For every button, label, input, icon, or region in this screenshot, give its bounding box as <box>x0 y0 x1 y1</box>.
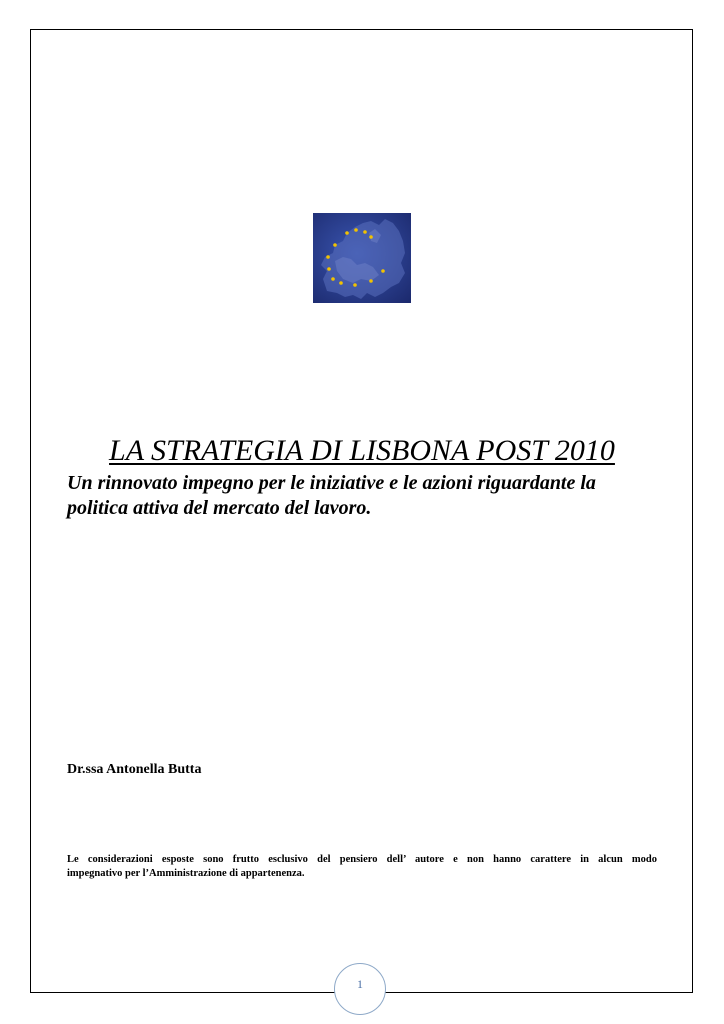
disclaimer-line-1: Le considerazioni esposte sono frutto esclusivo del pensiero dell’ autore e non hanno carattere in alcun modo <box>67 854 657 865</box>
disclaimer-line-2: impegnativo per l’Amministrazione di appartenenza. <box>67 868 305 879</box>
disclaimer <box>67 853 657 881</box>
page-number-badge <box>334 963 386 1015</box>
page-number: 1 <box>357 977 363 991</box>
eu-europe-map-icon <box>313 213 411 303</box>
author-name: Dr.ssa Antonella Butta <box>67 762 202 777</box>
document-subtitle <box>67 471 667 521</box>
document-title: LA STRATEGIA DI LISBONA POST 2010 <box>109 434 615 467</box>
subtitle-line-1: Un rinnovato impegno per le iniziative e le azioni riguardante la <box>67 472 596 494</box>
subtitle-line-2: politica attiva del mercato del lavoro. <box>67 497 372 519</box>
